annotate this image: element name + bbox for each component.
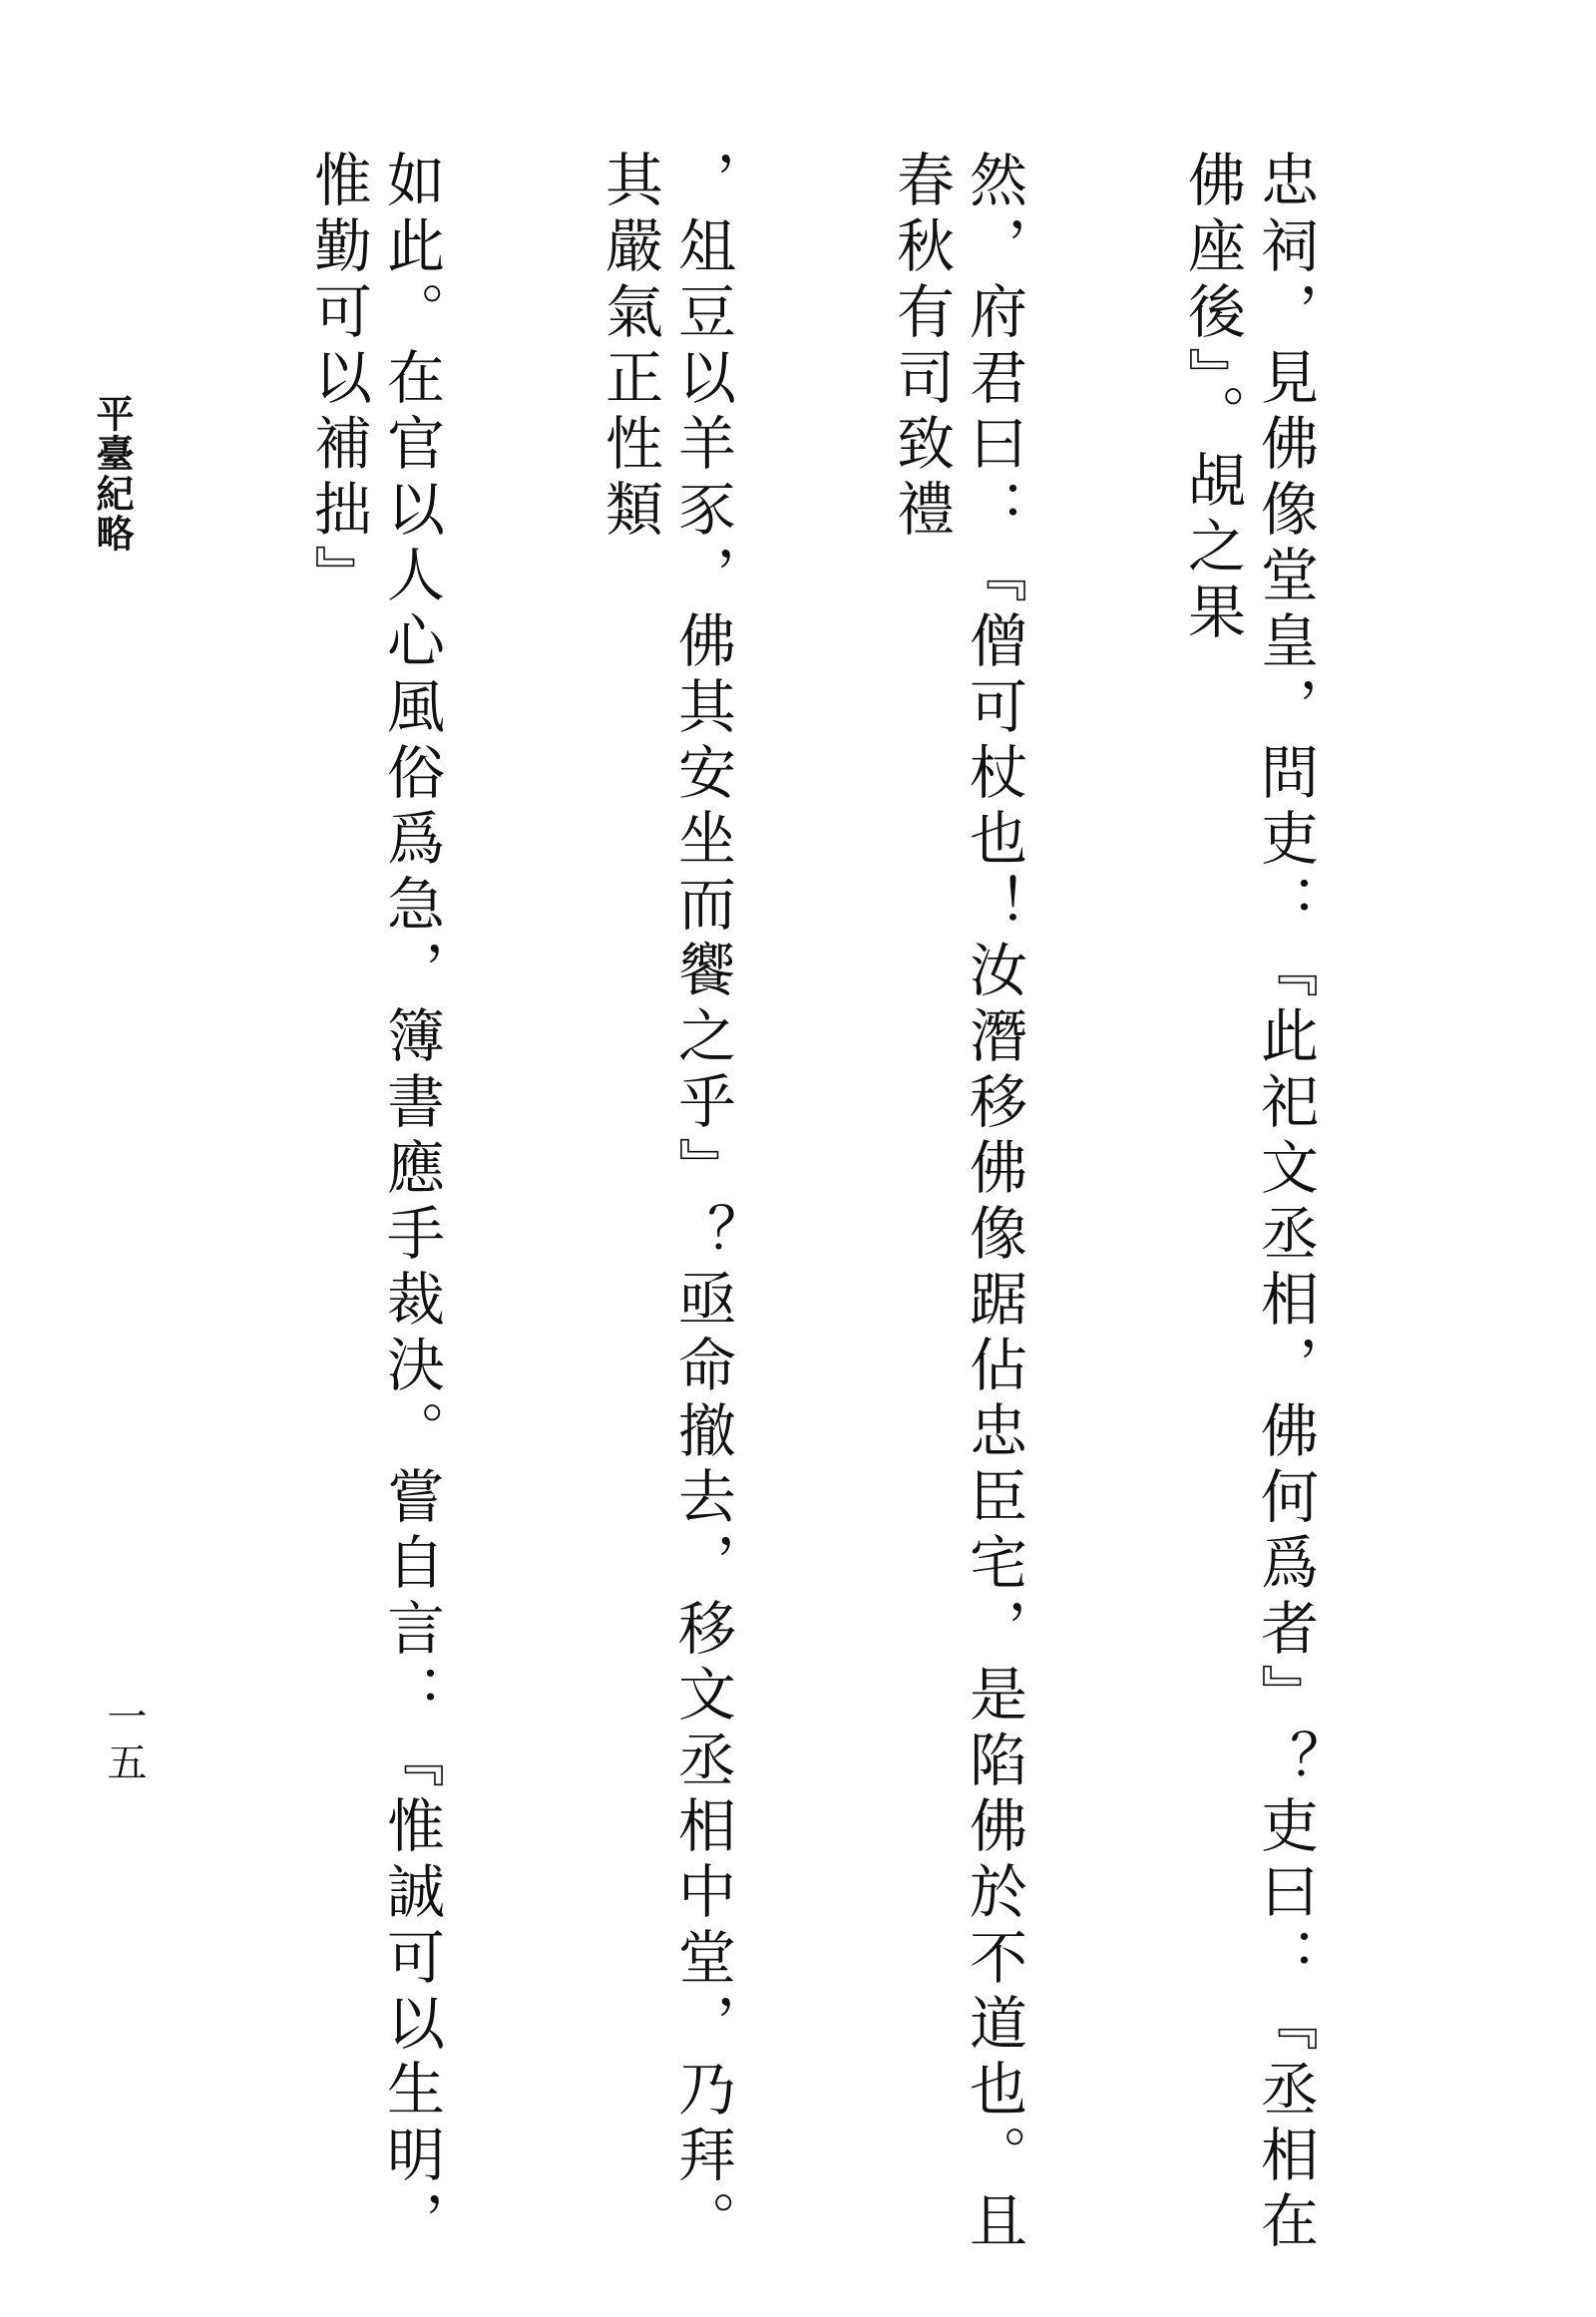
text-column-3: ，俎豆以羊豕，佛其安坐而饗之乎』？亟命撤去，移文丞相中堂，乃拜。其嚴氣正性類 (596, 150, 736, 2256)
page-number: 一五 (101, 1696, 147, 1787)
text-column-1: 忠祠，見佛像堂皇，問吏：『此祀文丞相，佛何爲者』？吏曰：『丞相在佛座後』。覘之果 (1178, 150, 1319, 2256)
running-header-title: 平臺紀略 (90, 394, 135, 554)
text-column-4: 如此。在官以人心風俗爲急，簿書應手裁決。嘗自言：『惟誠可以生明，惟勤可以補拙』 (304, 150, 445, 2256)
text-column-2: 然，府君曰：『僧可杖也！汝潛移佛像踞佔忠臣宅，是陷佛於不道也。且春秋有司致禮 (887, 150, 1027, 2256)
vertical-text-block (170, 150, 1466, 2294)
